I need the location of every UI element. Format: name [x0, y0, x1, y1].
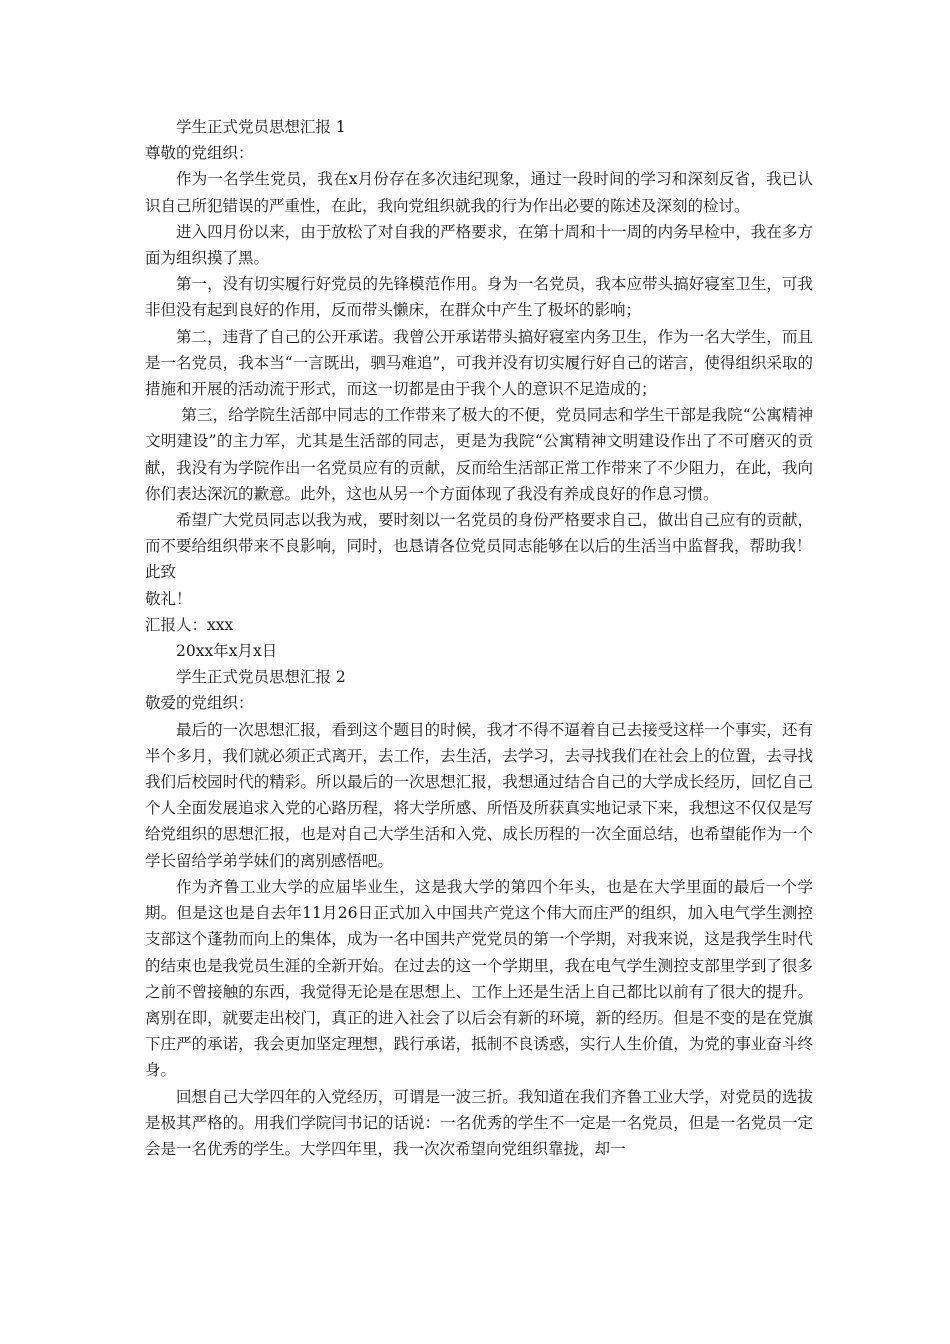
report-2-salutation: 敬爱的党组织：	[145, 694, 254, 713]
report-2-paragraph: 回想自己大学四年的入党经历，可谓是一波三折。我知道在我们齐鲁工业大学，对党员的选拔是极其严格的。用我们学院闫书记的话说：一名优秀的学生不一定是一名党员，但是一名党员一定会是一名优秀的学生。大学四年里，我一次次希望向党组织靠拢，却一	[145, 1087, 813, 1158]
report-1-closing-2: 敬礼！	[145, 589, 192, 608]
report-1-title: 学生正式党员思想汇报 1	[176, 118, 346, 136]
report-1-closing-1: 此致	[145, 563, 177, 582]
report-1-date: 20xx年x月x日	[176, 642, 278, 661]
report-1-paragraph: 第一，没有切实履行好党员的先锋模范作用。身为一名党员，我本应带头搞好寝室卫生，可我非但没有起到良好的作用，反而带头懒床，在群众中产生了极坏的影响；	[145, 275, 813, 320]
report-1-reporter: 汇报人：xxx	[145, 615, 234, 634]
document-page	[145, 114, 813, 1162]
report-1-paragraph: 进入四月份以来，由于放松了对自我的严格要求，在第十周和十一周的内务早检中，我在多方面为组织摸了黑。	[145, 222, 813, 268]
report-2-paragraph: 作为齐鲁工业大学的应届毕业生，这是我大学的第四个年头，也是在大学里面的最后一个学期。但是这也是自去年11月26日正式加入中国共产党这个伟大而庄严的组织，加入电气学生测控支部这个蓬勃而向上的集体，成为一名中国共产党党员的第一个学期，对我来说，这是我学生时代的结束也是我党员生涯的全新开始。在过去的这一个学期里，我在电气学生测控支部里学到了很多之前不曾接触的东西，我觉得无论是在思想上、工作上还是生活上自己都比以前有了很大的提升。离别在即，就要走出校门，真正的进入社会了以后会有新的环境，新的经历。但是不变的是在党旗下庄严的承诺，我会更加坚定理想，践行承诺，抵制不良诱惑，实行人生价值，为党的事业奋斗终身。	[145, 877, 813, 1080]
report-2-paragraph: 最后的一次思想汇报，看到这个题目的时候，我才不得不逼着自己去接受这样一个事实，还有半个多月，我们就必须正式离开，去工作，去生活，去学习，去寻找我们在社会上的位置，去寻找我们后校园时代的精彩。所以最后的一次思想汇报，我想通过结合自己的大学成长经历，回忆自己个人全面发展追求入党的心路历程，将大学所感、所悟及所获真实地记录下来，我想这不仅仅是写给党组织的思想汇报，也是对自己大学生活和入党、成长历程的一次全面总结，也希望能作为一个学长留给学弟学妹们的离别感悟吧。	[145, 720, 813, 870]
report-2-title: 学生正式党员思想汇报 2	[176, 668, 346, 687]
report-1-paragraph: 希望广大党员同志以我为戒，要时刻以一名党员的身份严格要求自己，做出自己应有的贡献，而不要给组织带来不良影响，同时，也恳请各位党员同志能够在以后的生活当中监督我，帮助我！	[145, 511, 813, 556]
report-1-paragraph: 第二，违背了自己的公开承诺。我曾公开承诺带头搞好寝室内务卫生，作为一名大学生，而且是一名党员，我本当“一言既出，驷马难追”，可我并没有切实履行好自己的诺言，使得组织采取的措施和开展的活动流于形式，而这一切都是由于我个人的意识不足造成的；	[145, 327, 813, 399]
report-1-paragraph: 第三，给学院生活部中同志的工作带来了极大的不便，党员同志和学生干部是我院“公寓精神文明建设”的主力军，尤其是生活部的同志，更是为我院“公寓精神文明建设作出了不可磨灭的贡献，我没有为学院作出一名党员应有的贡献，反而给生活部正常工作带来了不少阻力，在此，我向你们表达深沉的歉意。此外，这也从另一个方面体现了我没有养成良好的作息习惯。	[145, 406, 813, 503]
report-1-paragraph: 作为一名学生党员，我在x月份存在多次违纪现象，通过一段时间的学习和深刻反省，我已认识自己所犯错误的严重性，在此，我向党组织就我的行为作出必要的陈述及深刻的检讨。	[145, 170, 813, 215]
report-1-salutation: 尊敬的党组织：	[145, 144, 254, 163]
